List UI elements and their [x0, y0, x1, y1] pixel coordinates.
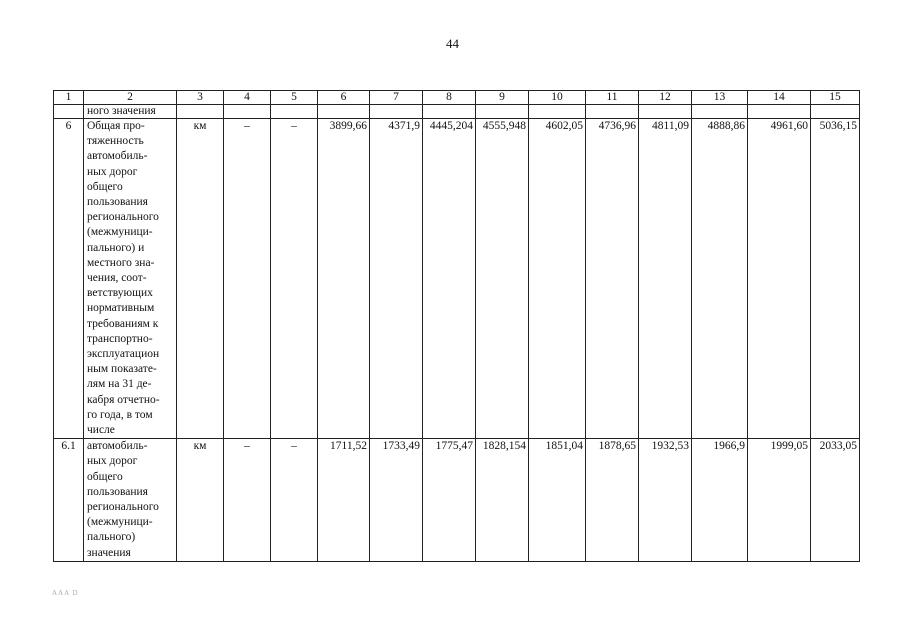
header-cell: 1: [54, 91, 84, 105]
value-cell: 1828,154: [476, 439, 529, 562]
header-cell: 2: [84, 91, 177, 105]
row-name: автомобиль- ных дорог общего пользования регионального (межмуници- пального) значения: [84, 439, 177, 562]
table-cell: [370, 105, 423, 119]
value-cell: 1932,53: [639, 439, 692, 562]
table-row: [54, 119, 860, 439]
header-cell: 6: [318, 91, 370, 105]
header-cell: 12: [639, 91, 692, 105]
table-cell: [748, 105, 811, 119]
value-cell: 1733,49: [370, 439, 423, 562]
header-cell: 5: [271, 91, 318, 105]
table-cell: [271, 105, 318, 119]
continuation-row: [54, 105, 860, 119]
unit-cell: км: [177, 119, 224, 439]
value-cell: 1878,65: [586, 439, 639, 562]
value-cell: 4445,204: [423, 119, 476, 439]
table-cell: [318, 105, 370, 119]
row-name: Общая про- тяженность автомобиль- ных дорог общего пользования регионального (межмуници- пального) и местного зна- чения, соот- ветствующих нормативным требованиям к транспортно- эксплуатацион ным показате- лям на 31 де- кабря отчетно- го года, в том числе: [84, 119, 177, 439]
table-cell: [476, 105, 529, 119]
header-cell: 11: [586, 91, 639, 105]
table-cell: [54, 105, 84, 119]
data-table: [53, 90, 860, 562]
header-cell: 4: [224, 91, 271, 105]
dash-cell: –: [224, 439, 271, 562]
table-cell: [423, 105, 476, 119]
value-cell: 3899,66: [318, 119, 370, 439]
value-cell: 4371,9: [370, 119, 423, 439]
value-cell: 4602,05: [529, 119, 586, 439]
header-cell: 13: [692, 91, 748, 105]
header-row: [54, 91, 860, 105]
unit-cell: км: [177, 439, 224, 562]
page-number: 44: [446, 36, 459, 51]
header-cell: 15: [811, 91, 860, 105]
value-cell: 4555,948: [476, 119, 529, 439]
table-row: [54, 439, 860, 562]
dash-cell: –: [271, 439, 318, 562]
table-cell: [224, 105, 271, 119]
header-cell: 7: [370, 91, 423, 105]
row-number: 6: [54, 119, 84, 439]
value-cell: 4736,96: [586, 119, 639, 439]
value-cell: 4888,86: [692, 119, 748, 439]
value-cell: 2033,05: [811, 439, 860, 562]
value-cell: 1966,9: [692, 439, 748, 562]
header-cell: 9: [476, 91, 529, 105]
table-cell: [586, 105, 639, 119]
table-cell: [529, 105, 586, 119]
value-cell: 5036,15: [811, 119, 860, 439]
value-cell: 4961,60: [748, 119, 811, 439]
continuation-text: ного значения: [84, 105, 177, 119]
row-number: 6.1: [54, 439, 84, 562]
value-cell: 1851,04: [529, 439, 586, 562]
dash-cell: –: [224, 119, 271, 439]
value-cell: 4811,09: [639, 119, 692, 439]
header-cell: 8: [423, 91, 476, 105]
table-cell: [639, 105, 692, 119]
table-cell: [692, 105, 748, 119]
dash-cell: –: [271, 119, 318, 439]
header-cell: 14: [748, 91, 811, 105]
footer-mark: AAA D: [52, 589, 79, 597]
value-cell: 1775,47: [423, 439, 476, 562]
value-cell: 1711,52: [318, 439, 370, 562]
header-cell: 3: [177, 91, 224, 105]
value-cell: 1999,05: [748, 439, 811, 562]
table-cell: [811, 105, 860, 119]
header-cell: 10: [529, 91, 586, 105]
table-cell: [177, 105, 224, 119]
